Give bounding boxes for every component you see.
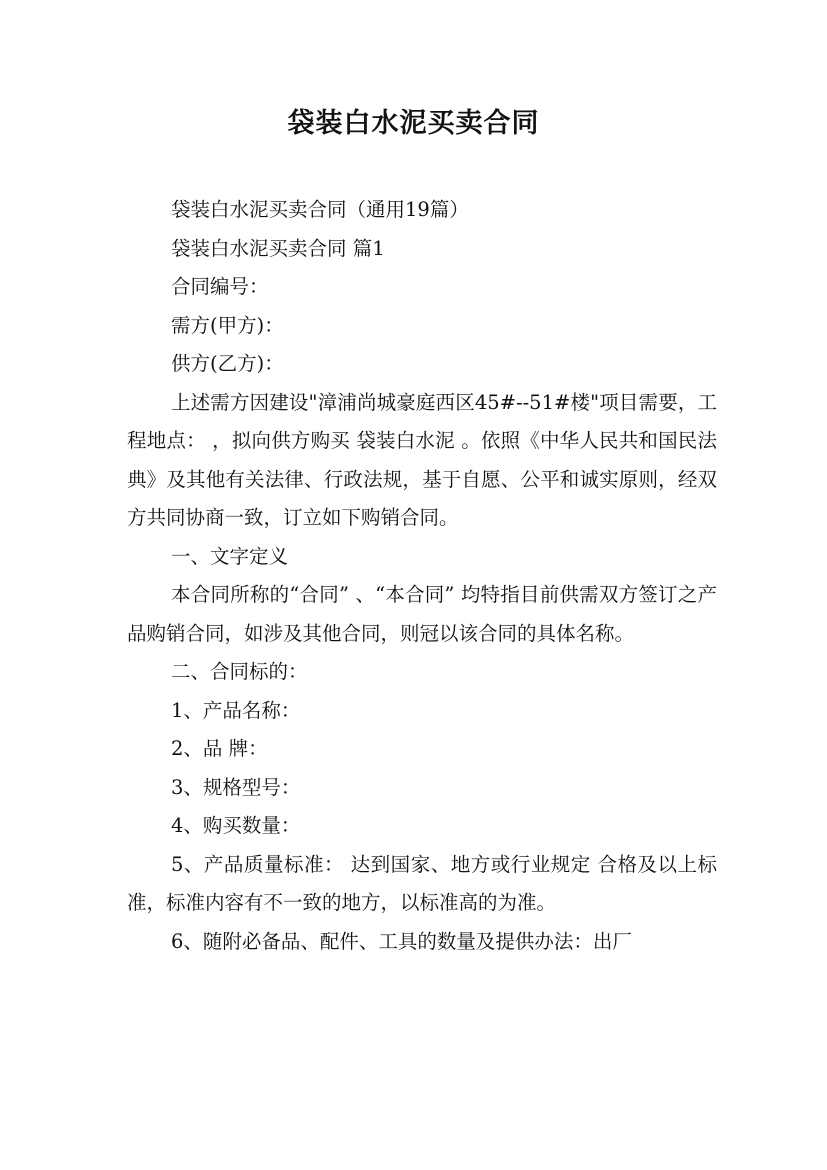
paragraph-quantity: 4、购买数量：: [171, 814, 301, 837]
paragraph-party-a: 需方(甲方)：: [171, 313, 284, 337]
paragraph-brand: 2、品 牌：: [171, 737, 268, 760]
document-title: 袋装白水泥买卖合同: [287, 108, 540, 139]
paragraph-definitions: 本合同所称的“合同” 、“本合同” 均特指目前供需双方签订之产品购销合同，如涉及其他合同，则冠以该合同的具体名称。: [127, 583, 717, 645]
paragraph-subtitle: 袋装白水泥买卖合同（通用19篇）: [171, 198, 469, 221]
document-body: [127, 191, 717, 961]
paragraph-spec: 3、规格型号：: [171, 775, 301, 799]
paragraph-quality-standard: 5、产品质量标准： 达到国家、地方或行业规定 合格及以上标准，标准内容有不一致的地方，以标准高的为准。: [127, 852, 717, 914]
paragraph-accessories: 6、随附必备品、配件、工具的数量及提供办法：出厂: [171, 929, 632, 953]
paragraph-section-heading: 袋装白水泥买卖合同 篇1: [171, 236, 385, 260]
paragraph-product-name: 1、产品名称：: [171, 698, 301, 722]
paragraph-party-b: 供方(乙方)：: [171, 352, 284, 375]
paragraph-heading-subject: 二、合同标的：: [171, 660, 308, 683]
paragraph-preamble: 上述需方因建设"漳浦尚城豪庭西区45#--51#楼"项目需要，工程地点： ，拟向供方购买 袋装白水泥 。依照《中华人民共和国民法典》及其他有关法律、行政法规，基于自愿、公平和诚实原则，经双方共同协商一致，订立如下购销合同。: [127, 390, 717, 529]
paragraph-heading-definitions: 一、文字定义: [171, 544, 289, 568]
paragraph-contract-number: 合同编号：: [171, 275, 269, 298]
